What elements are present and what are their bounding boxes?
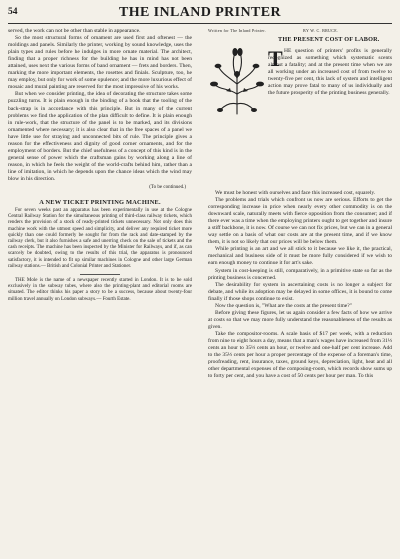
author-byline: BY W. C. BRUCE. <box>303 28 339 33</box>
byline-row <box>208 28 392 34</box>
paragraph: For seven weeks past an apparatus has been experimentally in use at the Cologne Central Railway Station for the simultaneous printing of third-class railway tickets, which renders the provision of a stock of ready-printed tickets unnecessary. Not only does this machine work with the utmost speed and simplicity, and deliver any required ticket more quickly than one could formerly be sought for from the rack and date-stamped by the railway clerk, but it also furnishes a safe and unerring check on the sale of tickets and the cash receipts. The machine has been inspected by the Minister for Railways, and if, as can scarcely be doubted, owing to the results of this trial, the apparatus is pronounced satisfactory, it is intended to fit up similar machines in Cologne and other large German railway stations.— British and Colonial Printer and Stationer. <box>8 208 192 269</box>
article-opening <box>208 48 392 178</box>
right-column <box>208 28 392 553</box>
paragraph: Now the question is, "What are the costs at the present time?" <box>215 302 352 309</box>
paragraph: The problems and trials which confront us now are serious. Efforts to get the corresponding increase in price when nearly every other commodity is on the downward scale, naturally meets with fierce opposition from the consumer; and if there ever was a time when the employing printers ought to get together and insure a stiff backbone, it is now. Of course we can not fix prices, but we can in a general way settle on a basis of what our costs are at the present time, and if we know them, it is not so likely that our prices will be below them. <box>208 197 392 246</box>
paragraph: While printing is an art and we all stick to it because we like it, the practical, mechanical and business side of it must be more fully considered if we wish to earn enough money to continue it for art's sake. <box>208 246 392 267</box>
paragraph: So the most structural forms of ornament are used first and oftenest — the moldings and panels. Similarly the printer, working by sound knowledge, uses the plain types and rules before he indulges in more ornate material. The architect, finding that a proper richness for the building he has in mind has not been attained, uses next the various forms of band ornament — frets and borders. Then, marking the more important elements, the rosettes and finials. Sculpture, too, he may employ, but only for work of some opulence; and the more luxurious effect of mosaic and mural painting are reserved for the most impressive of his works. <box>8 35 192 91</box>
to-be-continued: (To be continued.) <box>149 185 186 191</box>
paragraph: But when we consider printing, the idea of decorating the structure takes some puzzling turns. It is plain enough in the binding of a book that the tooling of the back-strap is in accordance with this principle. But in many of the current problems we find the application of the plan difficult to define. It is plain enough in rule-work, that the structure of the panel is to be marked, and its divisions ornamented where necessary; it is also clear that in the free spaces of a panel we have little use for straying and unconnected bits of rule. The principle gives a reason for the effectiveness and dignity of good corner ornaments, and for the employment of borders. But the chief usefulness of a concept of this kind is in the general sense of power which the craftsman gains by working along a line of reason, in which he feels the weight of the world-crafts behind him, rather than a line of imitation, in which he depends upon the chance ideas which the wind may blow in his direction. <box>8 91 192 182</box>
written-for-credit: Written for The Inland Printer. <box>208 28 267 33</box>
page-header <box>8 7 392 24</box>
paragraph: HE question of printers' profits is generally recognized as something which systematic scents almost a fatality; and at the present time when we are all working under an increased cost of from twelve to twenty-five per cent, this lack of system and intelligent action may prove fatal to many of us individually and the future prosperity of the printing business generally. <box>268 48 392 97</box>
running-title: THE INLAND PRINTER <box>119 5 281 20</box>
article-heading: A NEW TICKET PRINTING MACHINE. <box>39 199 161 207</box>
floral-ornament-icon <box>208 44 266 116</box>
drop-cap: T <box>268 46 283 71</box>
paragraph: Before giving these figures, let us again consider a few facts of how we arrive at costs so that we may more fully understand the reasonableness of the results as given. <box>208 309 392 330</box>
article-body <box>208 190 392 380</box>
paragraph: served, the work can not be other than stable in appearance. <box>8 28 141 34</box>
paragraph: Take the compositor-rooms. A scale basis of $17 per week, with a reduction from nine to eight hours a day, means that a man's wages have increased from 31⅓ cents an hour to 35⅓ cents an hour, or twelve and one-half per cent increase. Add to the 35⅓ cents per hour a proper percentage of the expense of a foreman's time, proofreading, rent, insurance, taxes, ground keys, depreciation, light, heat and all other departmental expenses of the composing-room, which records show sums up to forty per cent, and you have a cost of 50 cents per hour per man. To this <box>208 330 392 380</box>
opening-text <box>268 48 392 97</box>
article-title: THE PRESENT COST OF LABOR. <box>278 36 380 43</box>
paragraph: The desirability for system in ascertaining costs is no longer a subject for debate, and while its adoption may be delayed in some offices, it is bound to come finally if those shops continue to exist. <box>208 281 392 302</box>
paragraph: System in cost-keeping is still, comparatively, in a primitive state so far as the printing business is concerned. <box>208 267 392 281</box>
paragraph: THE Mole is the name of a newspaper recently started in London. It is to be sold exclusively in the subway tubes, where also the printing-plant and editorial rooms are situated. The editor thinks his paper a story to be a success, because about twenty-four million travel annually on London subways.— Fourth Estate. <box>8 278 192 302</box>
left-column <box>8 28 192 553</box>
page-number: 54 <box>8 7 18 17</box>
paragraph: We must be honest with ourselves and face this increased cost, squarely. <box>215 190 376 196</box>
divider-rule <box>80 274 120 275</box>
